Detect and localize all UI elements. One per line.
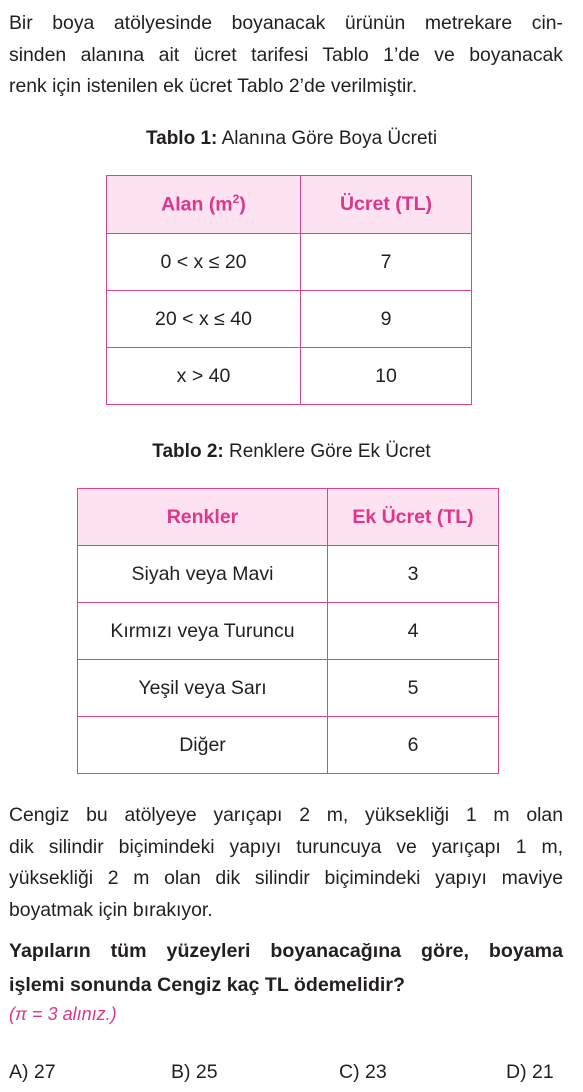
fee-header: Ücret (TL)	[301, 176, 472, 234]
fee-cell: 7	[301, 234, 472, 291]
option-a[interactable]: A) 27	[9, 1061, 56, 1083]
table-header-row	[78, 489, 499, 546]
table-row	[78, 546, 499, 603]
body-line: yüksekliği 2 m olan dik silindir biçimindeki yapıyı maviye	[9, 867, 563, 889]
option-c[interactable]: C) 23	[339, 1061, 387, 1083]
extra-fee-cell: 5	[328, 660, 499, 717]
pi-hint: (π = 3 alınız.)	[9, 1004, 117, 1024]
area-range-cell: 0 < x ≤ 20	[107, 234, 301, 291]
table2-caption	[0, 441, 583, 463]
option-b[interactable]: B) 25	[171, 1061, 218, 1083]
extra-fee-cell: 3	[328, 546, 499, 603]
colors-header: Renkler	[78, 489, 328, 546]
table-row	[107, 291, 472, 348]
intro-line: sinden alanına ait ücret tarifesi Tablo 1’de ve boyanacak	[9, 43, 563, 66]
color-cell: Siyah veya Mavi	[78, 546, 328, 603]
color-fee-table	[77, 488, 499, 774]
table-row	[78, 660, 499, 717]
color-cell: Kırmızı veya Turuncu	[78, 603, 328, 660]
body-line: dik silindir biçimindeki yapıyı turuncuya ve yarıçapı 1 m,	[9, 835, 563, 858]
extra-fee-header: Ek Ücret (TL)	[328, 489, 499, 546]
table-header-row	[107, 176, 472, 234]
intro-line: Bir boya atölyesinde boyanacak ürünün metrekare cin-	[9, 12, 563, 34]
body-line: boyatmak için bırakıyor.	[9, 898, 213, 921]
table2-caption-text: Renklere Göre Ek Ücret	[223, 441, 431, 462]
table2-caption-label: Tablo 2:	[152, 441, 224, 462]
table-row	[107, 348, 472, 405]
option-d[interactable]: D) 21	[506, 1061, 554, 1083]
fee-cell: 9	[301, 291, 472, 348]
question	[9, 934, 563, 1002]
table1-caption	[0, 128, 583, 150]
body-paragraph	[9, 800, 563, 926]
area-fee-table	[106, 175, 472, 405]
color-cell: Diğer	[78, 717, 328, 774]
question-line: Yapıların tüm yüzeyleri boyanacağına göre, boyama	[9, 940, 563, 962]
table1-caption-label: Tablo 1:	[145, 128, 218, 149]
question-line: işlemi sonunda Cengiz kaç TL ödemelidir?	[9, 974, 405, 996]
table1-caption-text: Alanına Göre Boya Ücreti	[217, 128, 438, 149]
color-cell: Yeşil veya Sarı	[78, 660, 328, 717]
intro-line: renk için istenilen ek ücret Tablo 2’de verilmiştir.	[9, 75, 418, 97]
area-range-cell: x > 40	[107, 348, 301, 405]
extra-fee-cell: 6	[328, 717, 499, 774]
body-line: Cengiz bu atölyeye yarıçapı 2 m, yüksekliği 1 m olan	[9, 804, 563, 826]
extra-fee-cell: 4	[328, 603, 499, 660]
table-row	[78, 603, 499, 660]
area-header: Alan $(m^2)$	[107, 176, 301, 234]
intro-paragraph	[9, 8, 563, 103]
table-row	[78, 717, 499, 774]
area-range-cell: 20 < x ≤ 40	[107, 291, 301, 348]
table-row	[107, 234, 472, 291]
fee-cell: 10	[301, 348, 472, 405]
